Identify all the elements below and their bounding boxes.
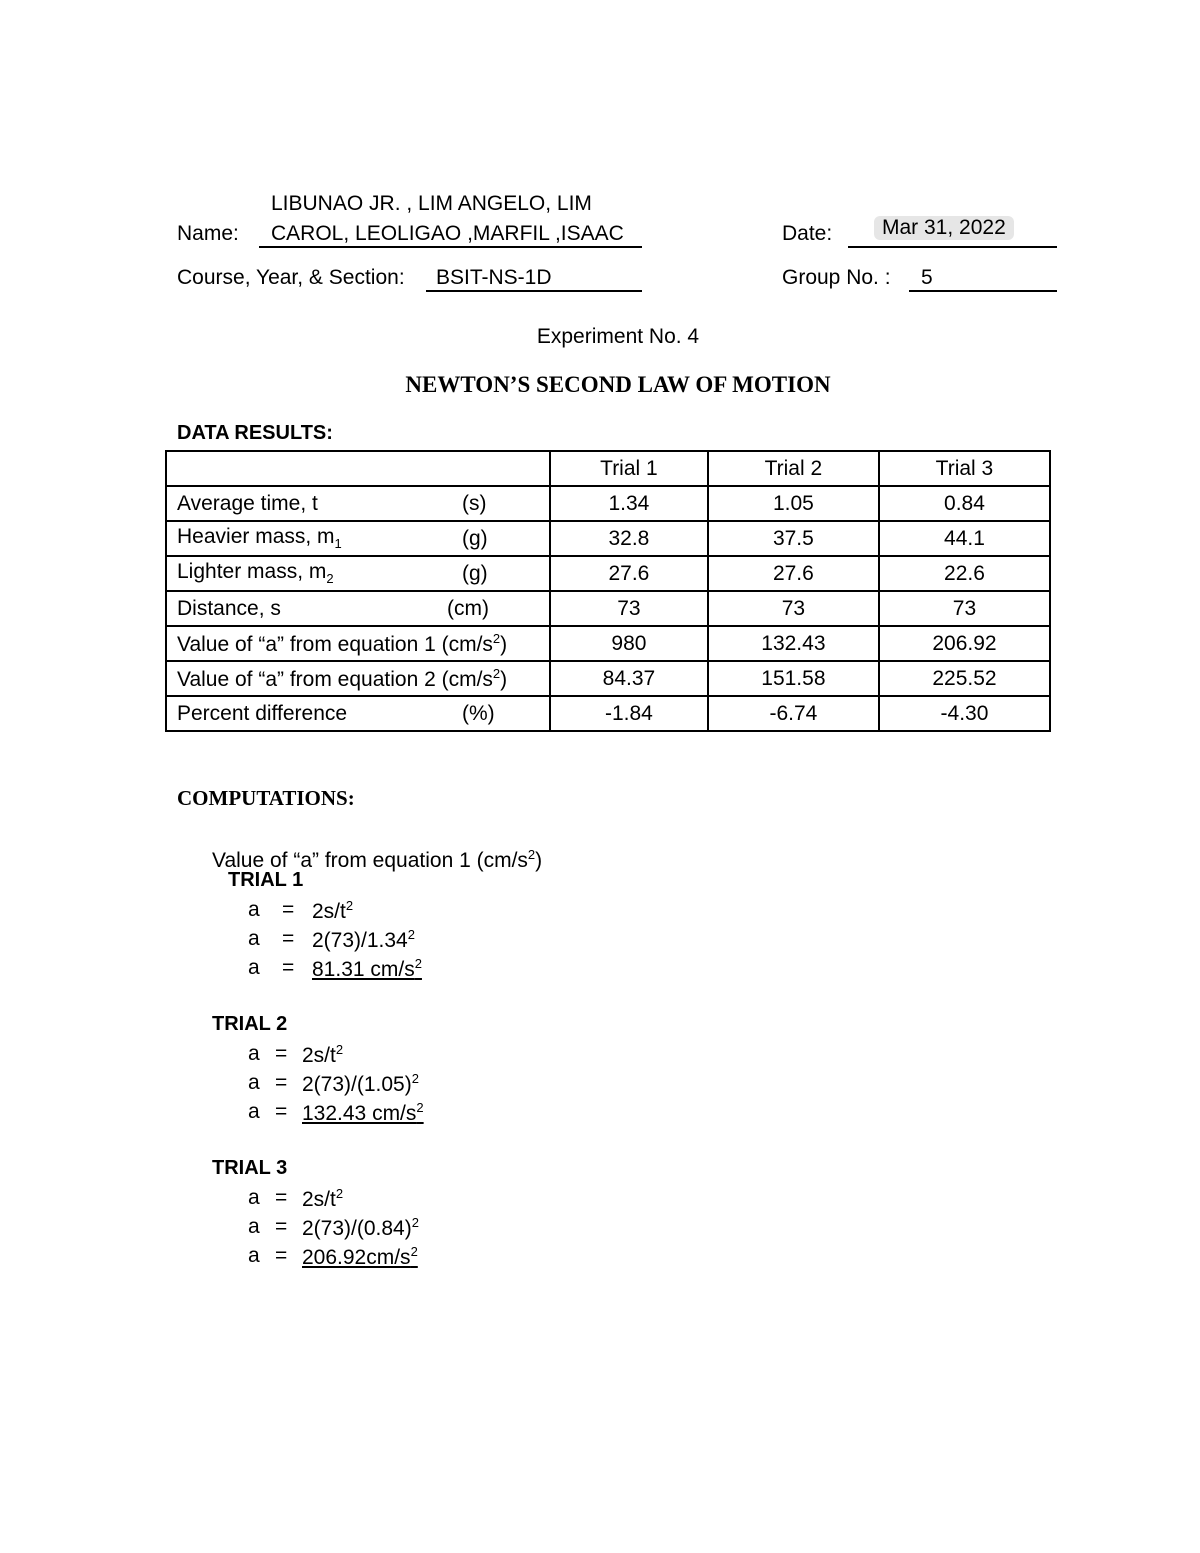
equation-text: 2s/t	[302, 1188, 336, 1211]
value-cell-trial-3: 0.84	[879, 486, 1050, 521]
course-value: BSIT-NS-1D	[436, 266, 552, 289]
table-row	[166, 626, 1050, 661]
page-title: NEWTON’S SECOND LAW OF MOTION	[405, 372, 831, 397]
value-cell-trial-1: 980	[550, 626, 708, 661]
column-header-trial-1: Trial 1	[550, 451, 708, 486]
param-label: Value of “a” from equation 1 (cm/s	[177, 632, 493, 656]
value-cell-trial-2: 37.5	[708, 521, 879, 556]
equals-sign: =	[275, 1100, 288, 1123]
param-tail: )	[500, 632, 508, 656]
param-unit: (s)	[462, 491, 487, 515]
equation-text: 206.92cm/s	[302, 1246, 411, 1269]
date-field	[848, 216, 1057, 248]
param-label: Distance, s	[177, 596, 281, 620]
computations-label: COMPUTATIONS:	[177, 786, 355, 810]
equals-sign: =	[282, 956, 295, 979]
equation-text: 132.43 cm/s	[302, 1102, 417, 1125]
param-unit: (g)	[462, 561, 488, 585]
date-label: Date:	[782, 222, 833, 245]
value-cell-trial-1: 84.37	[550, 661, 708, 696]
table-header-row	[166, 451, 1050, 486]
value-cell-trial-1: -1.84	[550, 696, 708, 731]
value-cell-trial-2: -6.74	[708, 696, 879, 731]
value-cell-trial-1: 1.34	[550, 486, 708, 521]
param-cell	[166, 486, 550, 521]
equation-result	[302, 1244, 418, 1270]
equals-sign: =	[275, 1071, 288, 1094]
data-results-label: DATA RESULTS:	[177, 422, 333, 444]
table-row	[166, 591, 1050, 626]
equation-variable: a	[248, 927, 260, 950]
name-line-2: CAROL, LEOLIGAO ,MARFIL ,ISAAC	[271, 222, 624, 245]
squared-superscript: 2	[411, 1215, 419, 1230]
squared-superscript: 2	[411, 1071, 419, 1086]
equation-variable: a	[248, 1186, 260, 1209]
table-row	[166, 556, 1050, 591]
equation-text: 2(73)/(0.84)	[302, 1217, 412, 1240]
param-cell	[166, 591, 550, 626]
value-cell-trial-2: 132.43	[708, 626, 879, 661]
squared-superscript: 2	[414, 956, 422, 971]
value-cell-trial-3: 44.1	[879, 521, 1050, 556]
value-cell-trial-1: 32.8	[550, 521, 708, 556]
computations-heading-tail: )	[535, 849, 543, 872]
name-label: Name:	[177, 222, 239, 245]
trial-3-label: TRIAL 3	[212, 1157, 288, 1179]
param-tail: )	[500, 667, 508, 691]
data-table	[165, 450, 1051, 732]
table-row	[166, 486, 1050, 521]
equation-expression	[302, 1186, 343, 1212]
param-cell	[166, 556, 550, 591]
equation-variable: a	[248, 1100, 260, 1123]
param-cell	[166, 696, 550, 731]
value-cell-trial-2: 151.58	[708, 661, 879, 696]
equation-variable: a	[248, 1215, 260, 1238]
equals-sign: =	[275, 1186, 288, 1209]
date-value: Mar 31, 2022	[874, 216, 1014, 240]
name-line-1: LIBUNAO JR. , LIM ANGELO, LIM	[271, 192, 592, 215]
value-cell-trial-3: 225.52	[879, 661, 1050, 696]
column-header-trial-3: Trial 3	[879, 451, 1050, 486]
table-row	[166, 661, 1050, 696]
course-label: Course, Year, & Section:	[177, 266, 405, 289]
param-subscript: 1	[334, 536, 342, 552]
param-unit: (%)	[462, 701, 495, 725]
param-unit: (g)	[462, 526, 488, 550]
equation-text: 2s/t	[312, 900, 346, 923]
equation-text: 2s/t	[302, 1044, 336, 1067]
equals-sign: =	[275, 1042, 288, 1065]
param-superscript: 2	[492, 630, 501, 646]
squared-superscript: 2	[335, 1186, 344, 1201]
param-label: Heavier mass, m	[177, 525, 335, 549]
equation-text: 81.31 cm/s	[312, 958, 415, 981]
value-cell-trial-3: 206.92	[879, 626, 1050, 661]
group-value: 5	[921, 266, 933, 289]
column-header-trial-2: Trial 2	[708, 451, 879, 486]
equation-variable: a	[248, 1071, 260, 1094]
param-cell	[166, 661, 550, 696]
param-label: Average time, t	[177, 491, 318, 515]
param-superscript: 2	[492, 665, 501, 681]
equals-sign: =	[282, 927, 295, 950]
equation-variable: a	[248, 956, 260, 979]
group-field	[909, 266, 1057, 292]
equals-sign: =	[275, 1244, 288, 1267]
equation-text: 2(73)/(1.05)	[302, 1073, 412, 1096]
param-label: Lighter mass, m	[177, 560, 327, 584]
equation-expression	[302, 1215, 419, 1241]
param-label: Percent difference	[177, 701, 348, 725]
squared-superscript: 2	[345, 898, 354, 913]
squared-superscript: 2	[410, 1244, 418, 1259]
equation-variable: a	[248, 1244, 260, 1267]
value-cell-trial-2: 1.05	[708, 486, 879, 521]
value-cell-trial-3: 73	[879, 591, 1050, 626]
equals-sign: =	[282, 898, 295, 921]
equation-variable: a	[248, 898, 260, 921]
equation-result	[312, 956, 422, 982]
table-row	[166, 696, 1050, 731]
computations-heading-text: Value of “a” from equation 1 (cm/s	[212, 849, 528, 872]
trial-1-label: TRIAL 1	[228, 869, 304, 891]
param-cell	[166, 626, 550, 661]
equation-expression	[312, 927, 415, 953]
equation-text: 2(73)/1.34	[312, 929, 408, 952]
equation-expression	[302, 1042, 343, 1068]
squared-superscript: 2	[407, 927, 415, 942]
header-blank-cell	[166, 451, 550, 486]
value-cell-trial-2: 73	[708, 591, 879, 626]
param-subscript: 2	[326, 571, 334, 587]
value-cell-trial-3: 22.6	[879, 556, 1050, 591]
equals-sign: =	[275, 1215, 288, 1238]
experiment-number: Experiment No. 4	[536, 325, 700, 348]
equation-expression	[302, 1071, 419, 1097]
name-field	[259, 222, 642, 248]
value-cell-trial-1: 73	[550, 591, 708, 626]
computations-heading-sup: 2	[527, 847, 536, 862]
squared-superscript: 2	[416, 1100, 424, 1115]
table-row	[166, 521, 1050, 556]
param-label: Value of “a” from equation 2 (cm/s	[177, 667, 493, 691]
equation-expression	[312, 898, 353, 924]
trial-2-label: TRIAL 2	[212, 1013, 288, 1035]
equation-variable: a	[248, 1042, 260, 1065]
equation-result	[302, 1100, 424, 1126]
value-cell-trial-2: 27.6	[708, 556, 879, 591]
group-label: Group No. :	[782, 266, 891, 289]
value-cell-trial-3: -4.30	[879, 696, 1050, 731]
param-unit: (cm)	[447, 596, 489, 620]
squared-superscript: 2	[335, 1042, 344, 1057]
value-cell-trial-1: 27.6	[550, 556, 708, 591]
param-cell	[166, 521, 550, 556]
course-field	[426, 266, 642, 292]
